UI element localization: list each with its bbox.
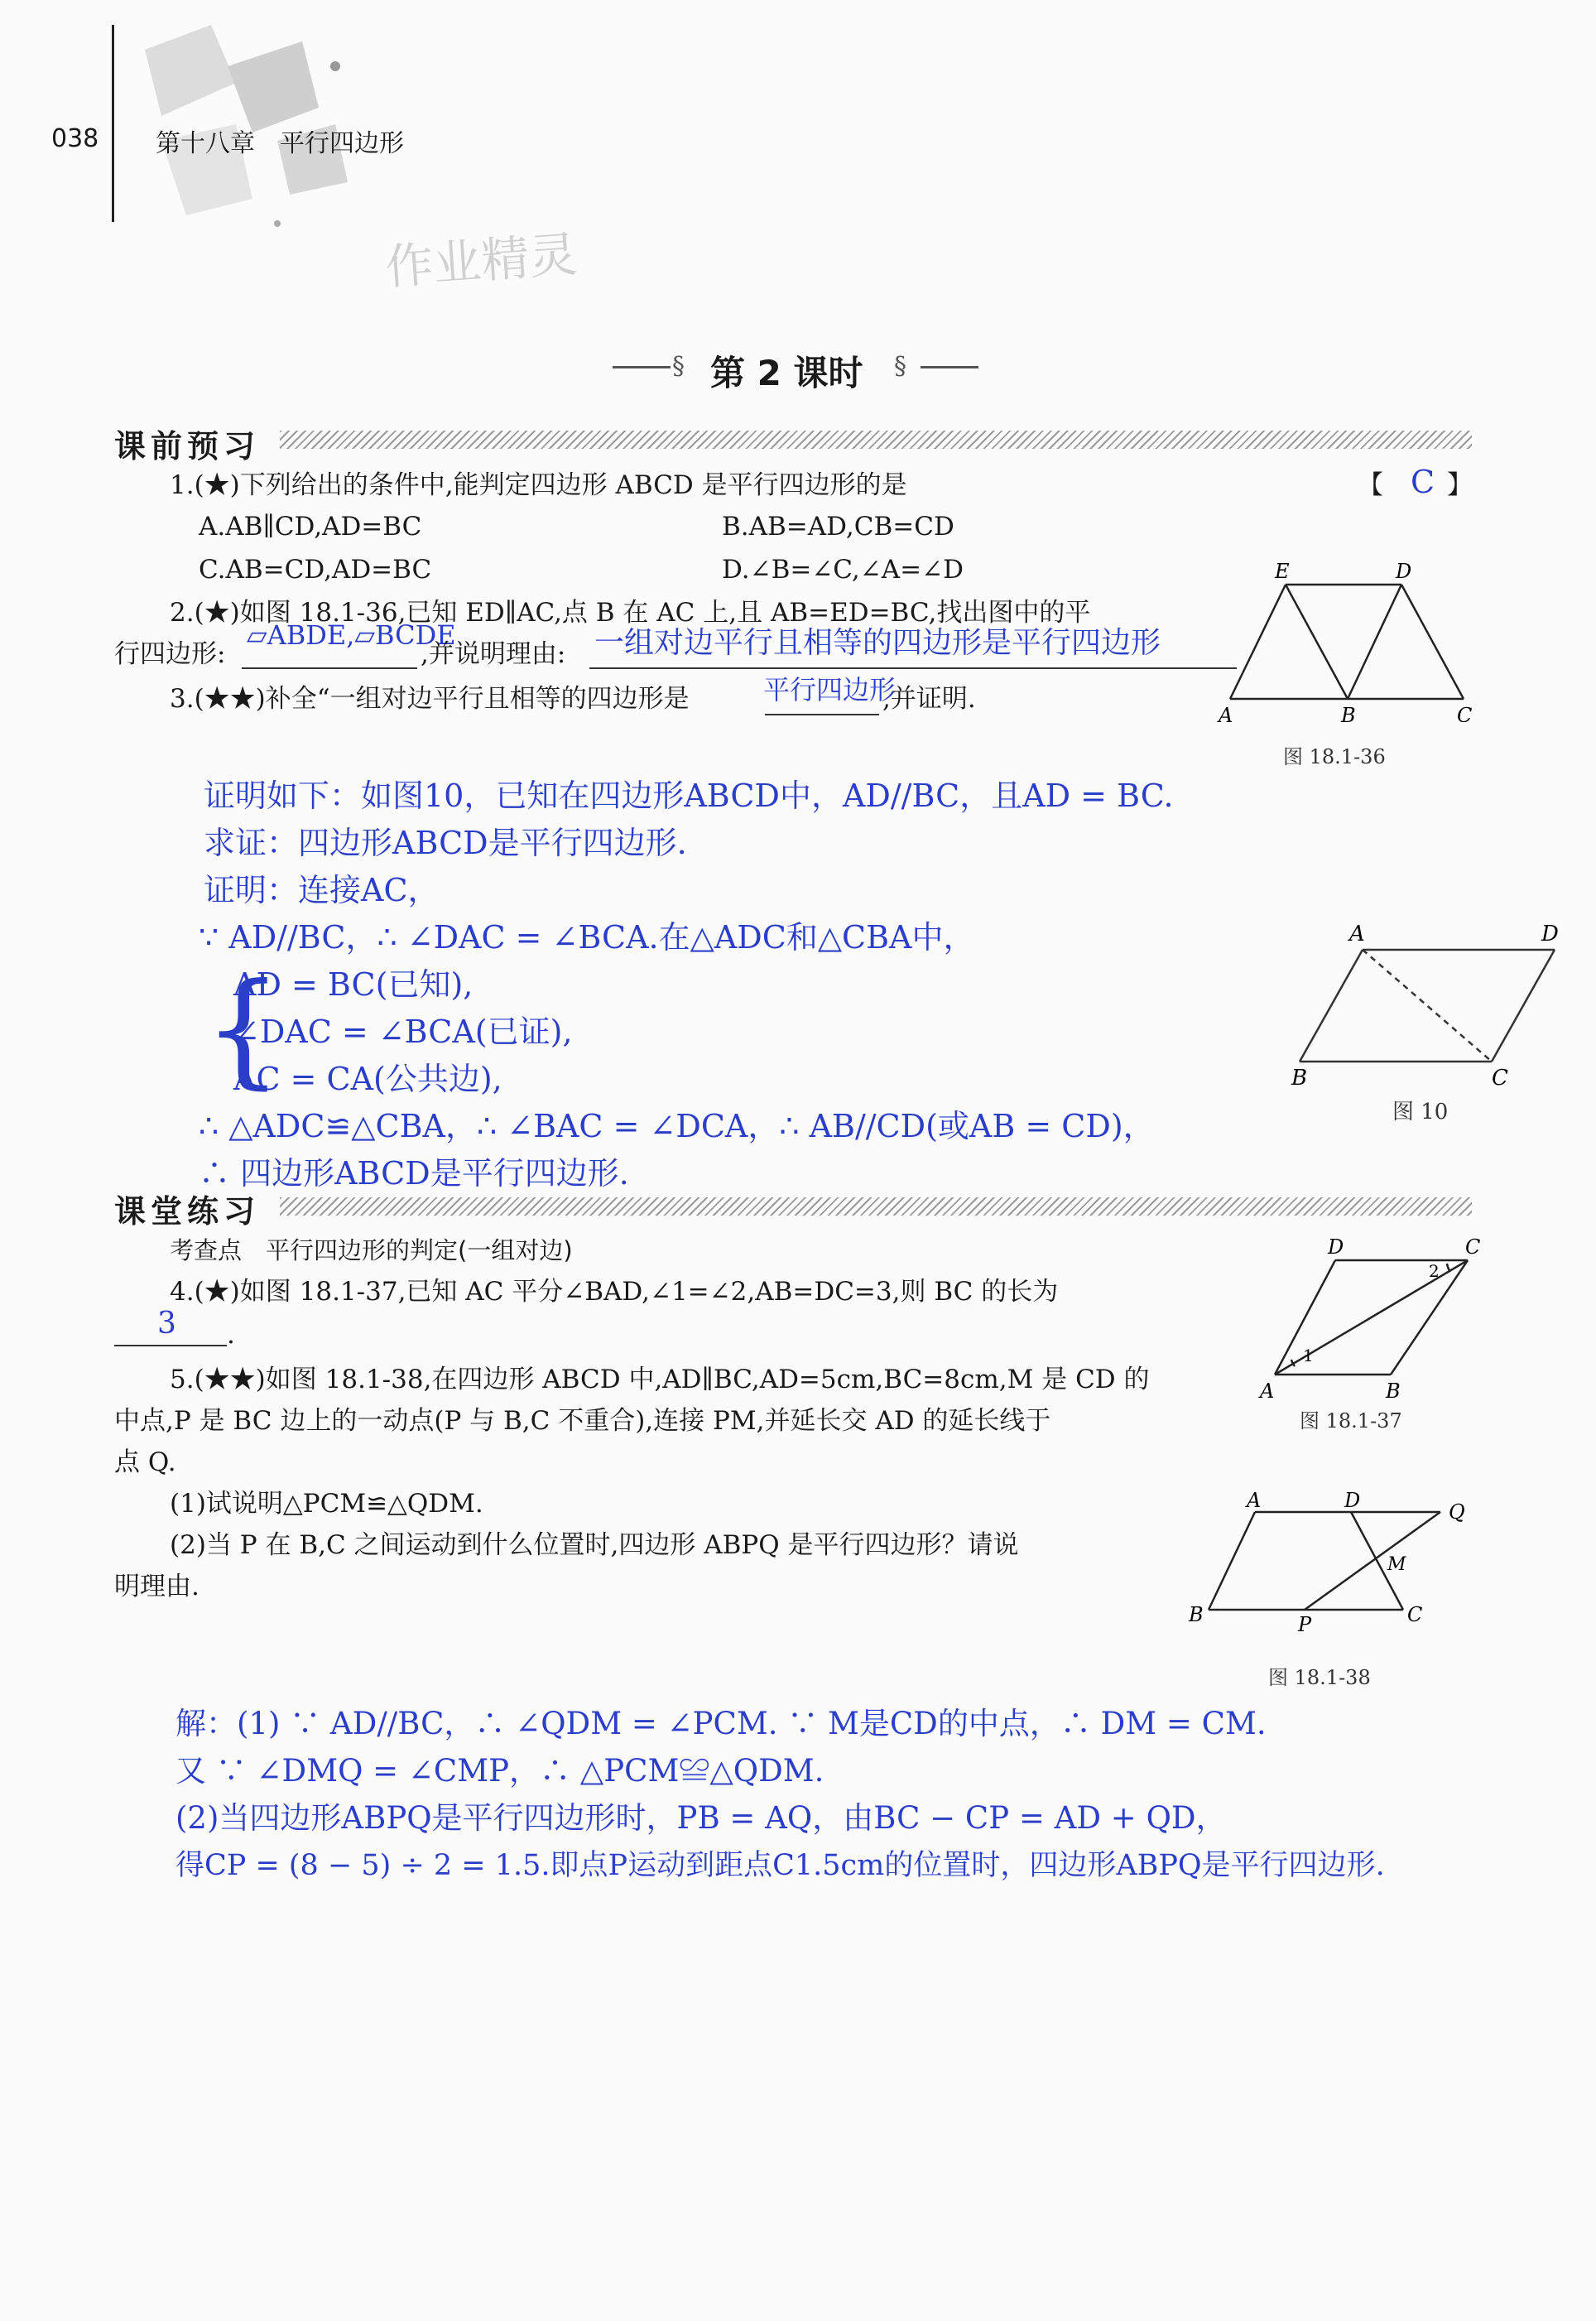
proof-line-1: 证明如下：如图10，已知在四边形ABCD中，AD//BC，且AD = BC. [204,778,1174,814]
section-title-practice: 课堂练习 [114,1193,261,1230]
q4-suffix: . [227,1320,235,1350]
fig37-label-2: 2 [1429,1261,1440,1281]
q5-line-6: 明理由. [114,1572,200,1601]
figure-10 [1283,919,1565,1093]
figure-18-1-36-diagram [1217,556,1482,722]
q2-line2-prefix: 行四边形: [114,639,226,669]
fig38-label-q: Q [1449,1500,1465,1524]
proof-line-5: AD = BC(已知), [233,966,474,1003]
section-hatch-practice [280,1197,1472,1216]
fig37-label-a: A [1260,1380,1275,1399]
fig38-label-c: C [1407,1603,1423,1626]
proof-brace: { [204,957,283,1101]
solution-line-1: 解：(1) ∵ AD//BC，∴ ∠QDM = ∠PCM. ∵ M是CD的中点，∴ DM = CM. [175,1706,1267,1741]
section-hatch-preview [280,431,1472,449]
q1-option-b: B.AB=AD,CB=CD [722,512,954,542]
fig38-label-b: B [1189,1603,1204,1626]
solution-line-3: (2)当四边形ABPQ是平行四边形时，PB = AQ，由BC − CP = AD + QD， [175,1800,1227,1836]
fig36-label-e: E [1275,560,1290,583]
fig37-label-d: D [1328,1235,1344,1259]
q4-blank [114,1345,227,1346]
header-rule [112,25,114,222]
proof-line-3: 证明：连接AC， [204,872,440,908]
proof-line-7: AC = CA(公共边), [233,1061,502,1097]
proof-line-2: 求证：四边形ABCD是平行四边形. [204,825,687,861]
figure-18-1-37 [1258,1234,1482,1399]
q1-option-d: D.∠B=∠C,∠A=∠D [722,555,964,585]
fig36-label-a: A [1219,704,1233,722]
q2-answer1: ▱ABDE,▱BCDE [247,619,456,651]
q3-prefix: 3.(★★)补全“一组对边平行且相等的四边形是 [170,684,690,714]
figure-10-caption: 图 10 [1392,1100,1449,1124]
fig37-label-b: B [1386,1380,1401,1399]
fig38-label-m: M [1387,1554,1406,1575]
q3-blank [765,714,879,715]
lesson-title-left-ornament [613,366,671,368]
fig38-label-a: A [1247,1490,1262,1512]
figure-18-1-36-caption: 图 18.1-36 [1283,745,1386,768]
chapter-title: 第十八章 平行四边形 [156,129,404,158]
fig10-label-b: B [1291,1066,1308,1091]
figure-18-1-38 [1184,1490,1482,1640]
proof-line-6: ∠DAC = ∠BCA(已证), [233,1014,573,1050]
fig10-label-c: C [1492,1066,1508,1091]
q5-line-2: 中点,P 是 BC 边上的一动点(P 与 B,C 不重合),连接 PM,并延长交 AD 的延长线于 [114,1406,1051,1436]
q5-line-3: 点 Q. [114,1447,176,1477]
q1-option-c: C.AB=CD,AD=BC [199,555,432,585]
proof-line-9: ∴ 四边形ABCD是平行四边形. [199,1155,629,1192]
solution-line-2: 又 ∵ ∠DMQ = ∠CMP，∴ △PCM≌△QDM. [175,1753,824,1789]
q4-text: 4.(★)如图 18.1-37,已知 AC 平分∠BAD,∠1=∠2,AB=DC=3,则 BC 的长为 [170,1277,1059,1307]
q2-blank2 [589,667,1237,669]
lesson-title: 第 2 课时 [710,353,863,393]
q1-bracket-right: 】 [1447,470,1473,500]
q1-option-a: A.AB∥CD,AD=BC [199,512,422,542]
proof-line-8: ∴ △ADC≌△CBA，∴ ∠BAC = ∠DCA，∴ AB//CD(或AB = CD)， [199,1108,1155,1144]
solution-line-4: 得CP = (8 − 5) ÷ 2 = 1.5.即点P运动到距点C1.5cm的位置时，四边形ABPQ是平行四边形. [175,1849,1385,1882]
topic-line: 考查点 平行四边形的判定(一组对边) [170,1236,573,1264]
q1-answer: C [1411,464,1435,500]
q5-line-5: (2)当 P 在 B,C 之间运动到什么位置时,四边形 ABPQ 是平行四边形？请说 [170,1530,1019,1560]
q1-bracket-left: 【 [1358,470,1383,500]
q3-suffix: ,并证明. [882,684,976,714]
q2-line1: 2.(★)如图 18.1-36,已知 ED∥AC,点 B 在 AC 上,且 AB=ED=BC,找出图中的平 [170,598,1091,628]
q2-line2-mid: ,并说明理由: [421,639,566,669]
q5-line-1: 5.(★★)如图 18.1-38,在四边形 ABCD 中,AD∥BC,AD=5cm,BC=8cm,M 是 CD 的 [170,1365,1150,1394]
figure-18-1-38-caption: 图 18.1-38 [1268,1666,1371,1689]
proof-line-4: ∵ AD//BC，∴ ∠DAC = ∠BCA.在△ADC和△CBA中， [199,919,975,956]
q1-text: 1.(★)下列给出的条件中,能判定四边形 ABCD 是平行四边形的是 [170,470,907,500]
figure-10-diagram [1283,919,1565,1093]
fig38-label-d: D [1344,1490,1361,1512]
fig38-label-p: P [1298,1613,1312,1636]
page-number: 038 [51,124,99,153]
fig10-label-d: D [1541,922,1559,946]
section-title-preview: 课前预习 [114,428,261,465]
lesson-title-left-flourish: § [672,352,685,381]
watermark: 作业精灵 [383,225,579,296]
figure-18-1-38-diagram [1184,1490,1482,1640]
fig36-label-d: D [1396,560,1412,583]
fig37-label-c: C [1465,1235,1481,1259]
figure-18-1-37-caption: 图 18.1-37 [1300,1409,1402,1433]
figure-18-1-37-diagram [1258,1234,1482,1399]
lesson-title-right-flourish: § [894,352,906,381]
fig36-label-c: C [1457,704,1473,722]
q4-answer: 3 [157,1307,176,1341]
fig37-label-1: 1 [1303,1346,1314,1365]
fig36-label-b: B [1341,704,1356,722]
figure-18-1-36 [1217,556,1482,722]
q3-answer: 平行四边形 [763,674,897,705]
q5-line-4: (1)试说明△PCM≌△QDM. [170,1489,483,1519]
lesson-title-right-ornament [921,366,978,368]
q2-answer2: 一组对边平行且相等的四边形是平行四边形 [594,626,1161,660]
fig10-label-a: A [1349,922,1365,946]
q2-blank1 [242,667,417,669]
